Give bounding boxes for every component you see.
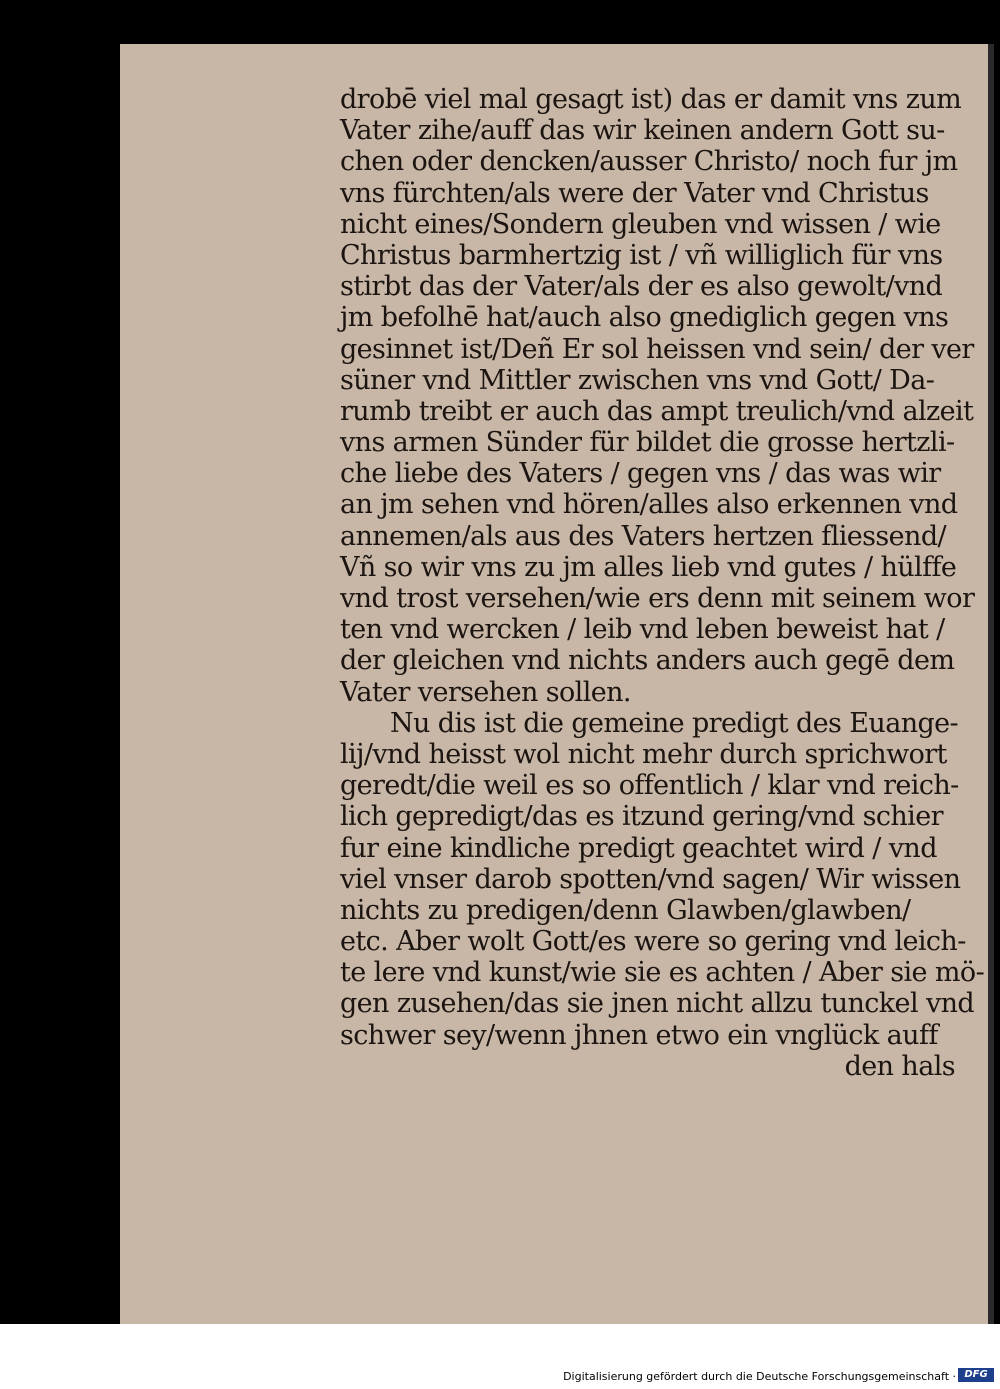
text-line: Christus barmhertzig ist / vñ williglich für vns <box>340 239 943 271</box>
footer-bar <box>0 1324 1000 1389</box>
text-line: chen oder dencken/ausser Christo/ noch fur jm <box>340 146 958 178</box>
text-line: te lere vnd kunst/wie sie es achten / Aber sie mö- <box>340 957 985 989</box>
text-line: viel vnser darob spotten/vnd sagen/ Wir wissen <box>340 863 961 895</box>
text-line: jm befolhē hat/auch also gnediglich gegen vns <box>340 302 949 334</box>
text-line: Vñ so wir vns zu jm alles lieb vnd gutes / hülffe <box>340 551 957 583</box>
text-line: drobē viel mal gesagt ist) das er damit vns zum <box>340 84 962 115</box>
text-line: der gleichen vnd nichts anders auch gegē dem <box>340 645 955 677</box>
funding-notice: Digitalisierung gefördert durch die Deutsche Forschungsgemeinschaft · <box>563 1370 956 1383</box>
text-line: fur eine kindliche predigt geachtet wird / vnd <box>340 832 937 864</box>
text-line: an jm sehen vnd hören/alles also erkennen vnd <box>340 489 958 521</box>
text-line: ten vnd wercken / leib vnd leben beweist hat / <box>340 614 945 646</box>
text-line: nicht eines/Sondern gleuben vnd wissen / wie <box>340 208 941 240</box>
text-line: gesinnet ist/Deñ Er sol heissen vnd sein/ der ver <box>340 333 974 365</box>
page-text <box>340 84 985 1082</box>
paragraph-start-line: Nu dis ist die gemeine predigt des Euange- <box>390 707 959 739</box>
text-line: geredt/die weil es so offentlich / klar vnd reich- <box>340 770 959 802</box>
text-line: Vater zihe/auff das wir keinen andern Gott su- <box>340 115 945 147</box>
text-line: vns armen Sünder für bildet die grosse hertzli- <box>340 427 955 459</box>
book-page <box>120 44 994 1324</box>
text-line: lij/vnd heisst wol nicht mehr durch sprichwort <box>340 738 947 770</box>
text-line: vns fürchten/als were der Vater vnd Christus <box>340 177 929 209</box>
catchword: den hals <box>844 1050 955 1082</box>
text-line: Vater versehen sollen. <box>340 676 631 708</box>
text-line: che liebe des Vaters / gegen vns / das was wir <box>340 458 941 490</box>
text-line: lich gepredigt/das es itzund gering/vnd schier <box>340 801 943 833</box>
text-line: gen zusehen/das sie jnen nicht allzu tunckel vnd <box>340 988 975 1020</box>
text-line: annemen/als aus des Vaters hertzen fliessend/ <box>340 520 947 552</box>
text-line: stirbt das der Vater/als der es also gewolt/vnd <box>340 271 943 303</box>
text-line: süner vnd Mittler zwischen vns vnd Gott/ Da- <box>340 364 935 396</box>
text-line: schwer sey/wenn jhnen etwo ein vnglück auff <box>340 1019 938 1051</box>
text-line: rumb treibt er auch das ampt treulich/vnd alzeit <box>340 395 974 427</box>
text-line: etc. Aber wolt Gott/es were so gering vnd leich- <box>340 926 966 958</box>
dfg-logo-icon: DFG <box>958 1368 994 1382</box>
text-line: vnd trost versehen/wie ers denn mit seinem wor <box>340 583 975 614</box>
text-line: nichts zu predigen/denn Glawben/glawben/ <box>340 894 911 926</box>
